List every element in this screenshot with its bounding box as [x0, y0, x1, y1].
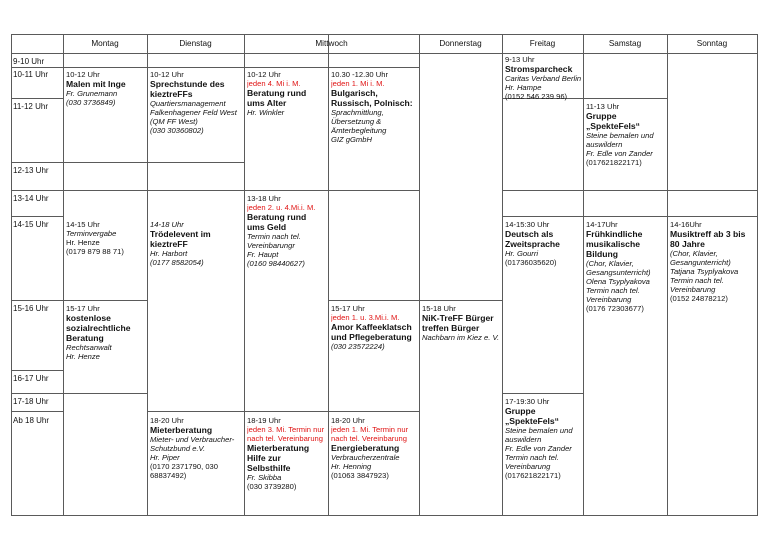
event-time: 14-15 Uhr: [66, 220, 100, 229]
event-title: Beratung rund ums Alter: [247, 88, 307, 108]
event-nik-treff: [422, 304, 500, 342]
event-title: Stromsparcheck: [505, 64, 573, 74]
time-label: Ab 18 Uhr: [13, 416, 50, 425]
time-label: 17-18 Uhr: [13, 397, 49, 406]
day-header-montag: Montag: [91, 39, 119, 48]
event-host: Fr. Skibba: [247, 473, 282, 482]
grid-line: [11, 67, 419, 68]
event-note: Steine bemalen und auswildern: [505, 426, 573, 444]
event-frequency: jeden 4. Mi i. M.: [247, 79, 301, 88]
grid-line: [583, 34, 584, 516]
event-phone: (030 30360802): [150, 126, 204, 135]
grid-line: [328, 300, 502, 301]
event-phone: (030 3739280): [247, 482, 297, 491]
grid-line: [11, 216, 63, 217]
grid-line: [11, 393, 147, 394]
event-title: kostenlose sozialrechtliche Beratung: [66, 313, 131, 343]
day-header-mittwoch: Mittwoch: [315, 39, 348, 48]
event-time: 10.30 -12.30 Uhr: [331, 70, 388, 79]
event-time: 18-19 Uhr: [247, 416, 281, 425]
grid-line: [502, 190, 758, 191]
grid-line: [11, 34, 758, 35]
event-time: 18-20 Uhr: [331, 416, 365, 425]
event-time: 14-17Uhr: [586, 220, 618, 229]
event-host: Hr. Gourri: [505, 249, 539, 258]
event-note: Termin nach tel. Vereinbarungr: [247, 232, 301, 250]
time-label: 11-12 Uhr: [13, 102, 48, 111]
event-phone: (0176 72303677): [586, 304, 644, 313]
grid-line: [11, 34, 12, 516]
event-title: Trödelevent im kieztreFF: [150, 229, 211, 249]
event-org: Caritas Verband Berlin: [505, 74, 582, 83]
event-org: GIZ gGmbH: [331, 135, 372, 144]
event-troedelevent: [150, 220, 242, 267]
event-title: Frühkindliche musikalische Bildung: [586, 229, 643, 259]
grid-line: [502, 216, 758, 217]
event-phone: (01736035620): [505, 258, 557, 267]
event-malen-mit-inge: [66, 70, 145, 107]
event-title: NiK-TreFF Bürger treffen Bürger: [422, 313, 494, 333]
event-frequency: jeden 1. Mi i. M.: [331, 79, 385, 88]
grid-line: [328, 34, 329, 516]
event-spektefels-samstag: [586, 102, 666, 167]
event-phone: (0177 8582054): [150, 258, 204, 267]
grid-line: [11, 98, 63, 99]
time-label: 10-11 Uhr: [13, 70, 48, 79]
event-frequency: jeden 3. Mi. Termin nur nach tel. Vereinbarung: [247, 425, 325, 443]
grid-line: [419, 34, 420, 516]
event-frequency: jeden 2. u. 4.Mi.i. M.: [247, 203, 316, 212]
event-title: Gruppe „SpekteFels“: [586, 111, 640, 131]
grid-line: [502, 34, 503, 516]
event-phone: (01063 3847923): [331, 471, 389, 480]
event-time: 15-17 Uhr: [331, 304, 365, 313]
day-header-samstag: Samstag: [608, 39, 642, 48]
event-host: Fr. Edle von Zander: [505, 444, 572, 453]
time-label: 13-14 Uhr: [13, 194, 49, 203]
event-title: Amor Kaffeeklatsch und Pflegeberatung: [331, 322, 412, 342]
time-label: 15-16 Uhr: [13, 304, 49, 313]
event-host: Olena Tsyplyakova: [586, 277, 650, 286]
event-note: Nachbarn im Kiez e. V.: [422, 333, 500, 342]
event-note: (Chor, Klavier, Gesangsunterricht): [586, 259, 651, 277]
weekly-schedule-table: [11, 34, 758, 516]
grid-line: [147, 411, 419, 412]
event-host: Fr. Edle von Zander: [586, 149, 653, 158]
event-time: 14-16Uhr: [670, 220, 702, 229]
event-note: (Chor, Klavier, Gesangunterricht): [670, 249, 731, 267]
event-phone: (0160 98440627): [247, 259, 305, 268]
event-phone: (0152 24878212): [670, 294, 728, 303]
grid-line: [11, 190, 419, 191]
event-sprechstunde-kieztreff: [150, 70, 242, 135]
grid-line: [63, 34, 64, 516]
event-time: 14-15:30 Uhr: [505, 220, 550, 229]
event-host: Fr. Haupt: [247, 250, 279, 259]
event-title: Gruppe „SpekteFels“: [505, 406, 559, 426]
event-energieberatung: [331, 416, 417, 480]
event-title: Mieterberatung: [150, 425, 213, 435]
event-time: 15-18 Uhr: [422, 304, 456, 313]
event-sozialrechtliche-beratung: [66, 304, 146, 361]
event-time: 13-18 Uhr: [247, 194, 281, 203]
grid-line: [667, 34, 668, 516]
event-note: Steine bemalen und auswildern: [586, 131, 654, 149]
event-title: Deutsch als Zweitsprache: [505, 229, 560, 249]
event-org: Quartiersmanagement Falkenhagener Feld West (QM FF West): [150, 99, 237, 126]
event-host: Hr. Henze: [66, 352, 100, 361]
event-host: Fr. Grunemann: [66, 89, 118, 98]
time-label: 16-17 Uhr: [13, 374, 49, 383]
time-label: 14-15 Uhr: [13, 220, 49, 229]
event-title: Mieterberatung Hilfe zur Selbsthilfe: [247, 443, 310, 473]
grid-line: [11, 53, 758, 54]
event-title: Sprechstunde des kieztreFFs: [150, 79, 225, 99]
event-phone: (017621822171): [586, 158, 642, 167]
event-note: Terminvergabe: [66, 229, 117, 238]
event-time: 10-12 Uhr: [66, 70, 100, 79]
day-header-sonntag: Sonntag: [696, 39, 728, 48]
time-label: 9-10 Uhr: [13, 57, 45, 66]
event-phone: (017621822171): [505, 471, 561, 480]
event-note-2: Termin nach tel. Vereinbarung: [505, 453, 559, 471]
event-host: Hr. Henze: [66, 238, 100, 247]
event-host: Hr. Henning: [331, 462, 372, 471]
event-musikalische-bildung: [586, 220, 666, 313]
event-time: 15-17 Uhr: [66, 304, 100, 313]
event-note: Rechtsanwalt: [66, 343, 112, 352]
event-mieterberatung-schutzbund: [150, 416, 242, 480]
event-frequency: jeden 1. Mi. Termin nur nach tel. Vereinbarung: [331, 425, 409, 443]
event-stromsparcheck: [505, 55, 582, 101]
grid-line: [11, 370, 63, 371]
grid-line: [757, 34, 758, 516]
day-header-donnerstag: Donnerstag: [439, 39, 482, 48]
grid-line: [244, 34, 245, 516]
grid-line: [11, 162, 244, 163]
event-musiktreff: [670, 220, 756, 303]
event-beratung-geld: [247, 194, 326, 268]
grid-line: [11, 411, 63, 412]
grid-line: [147, 34, 148, 516]
event-title: Musiktreff ab 3 bis 80 Jahre: [670, 229, 746, 249]
event-title: Beratung rund ums Geld: [247, 212, 307, 232]
event-sprachmittlung: [331, 70, 417, 144]
event-phone: (0179 879 88 71): [66, 247, 124, 256]
event-time: 18-20 Uhr: [150, 416, 184, 425]
event-beratung-alter: [247, 70, 326, 117]
time-label: 12-13 Uhr: [13, 166, 49, 175]
event-title: Energieberatung: [331, 443, 400, 453]
event-phone: (0170 2371790, 030 68837492): [150, 462, 218, 480]
event-mieterberatung-selbsthilfe: [247, 416, 326, 491]
event-time: 9-13 Uhr: [505, 55, 535, 64]
event-phone: (030 3736849): [66, 98, 116, 107]
event-note-2: Termin nach tel. Vereinbarung: [586, 286, 640, 304]
event-deutsch-zweitsprache: [505, 220, 582, 267]
event-time: 11-13 Uhr: [586, 102, 620, 111]
event-phone: (030 23572224): [331, 342, 385, 351]
event-title: Bulgarisch, Russisch, Polnisch:: [331, 88, 413, 108]
event-time: 17-19:30 Uhr: [505, 397, 550, 406]
event-spektefels-freitag: [505, 397, 582, 480]
event-time: 10-12 Uhr: [247, 70, 281, 79]
event-title: Malen mit Inge: [66, 79, 126, 89]
event-host: Hr. Harbort: [150, 249, 188, 258]
event-frequency: jeden 1. u. 3.Mi.i. M.: [331, 313, 400, 322]
event-note: Sprachmittlung, Übersetzung & Ämterbegleitung: [331, 108, 387, 135]
event-host: Tatjana Tsyplyakova: [670, 267, 739, 276]
grid-line: [11, 300, 147, 301]
grid-line: [11, 515, 758, 516]
event-time: 14-18 Uhr: [150, 220, 184, 229]
event-host: Hr. Winkler: [247, 108, 285, 117]
day-header-dienstag: Dienstag: [179, 39, 212, 48]
event-note-2: Termin nach tel. Vereinbarung: [670, 276, 724, 294]
grid-line: [502, 393, 583, 394]
event-terminvergabe: [66, 220, 145, 256]
event-amor-kaffeeklatsch: [331, 304, 417, 351]
event-host: Hr. Piper: [150, 453, 180, 462]
event-org: Mieter- und Verbraucher-Schutzbund e.V.: [150, 435, 235, 453]
day-header-freitag: Freitag: [529, 39, 556, 48]
event-phone: (0152 546 239 96): [505, 92, 568, 101]
event-time: 10-12 Uhr: [150, 70, 184, 79]
event-org: Verbraucherzentrale: [331, 453, 400, 462]
event-host: Hr. Hampe: [505, 83, 542, 92]
